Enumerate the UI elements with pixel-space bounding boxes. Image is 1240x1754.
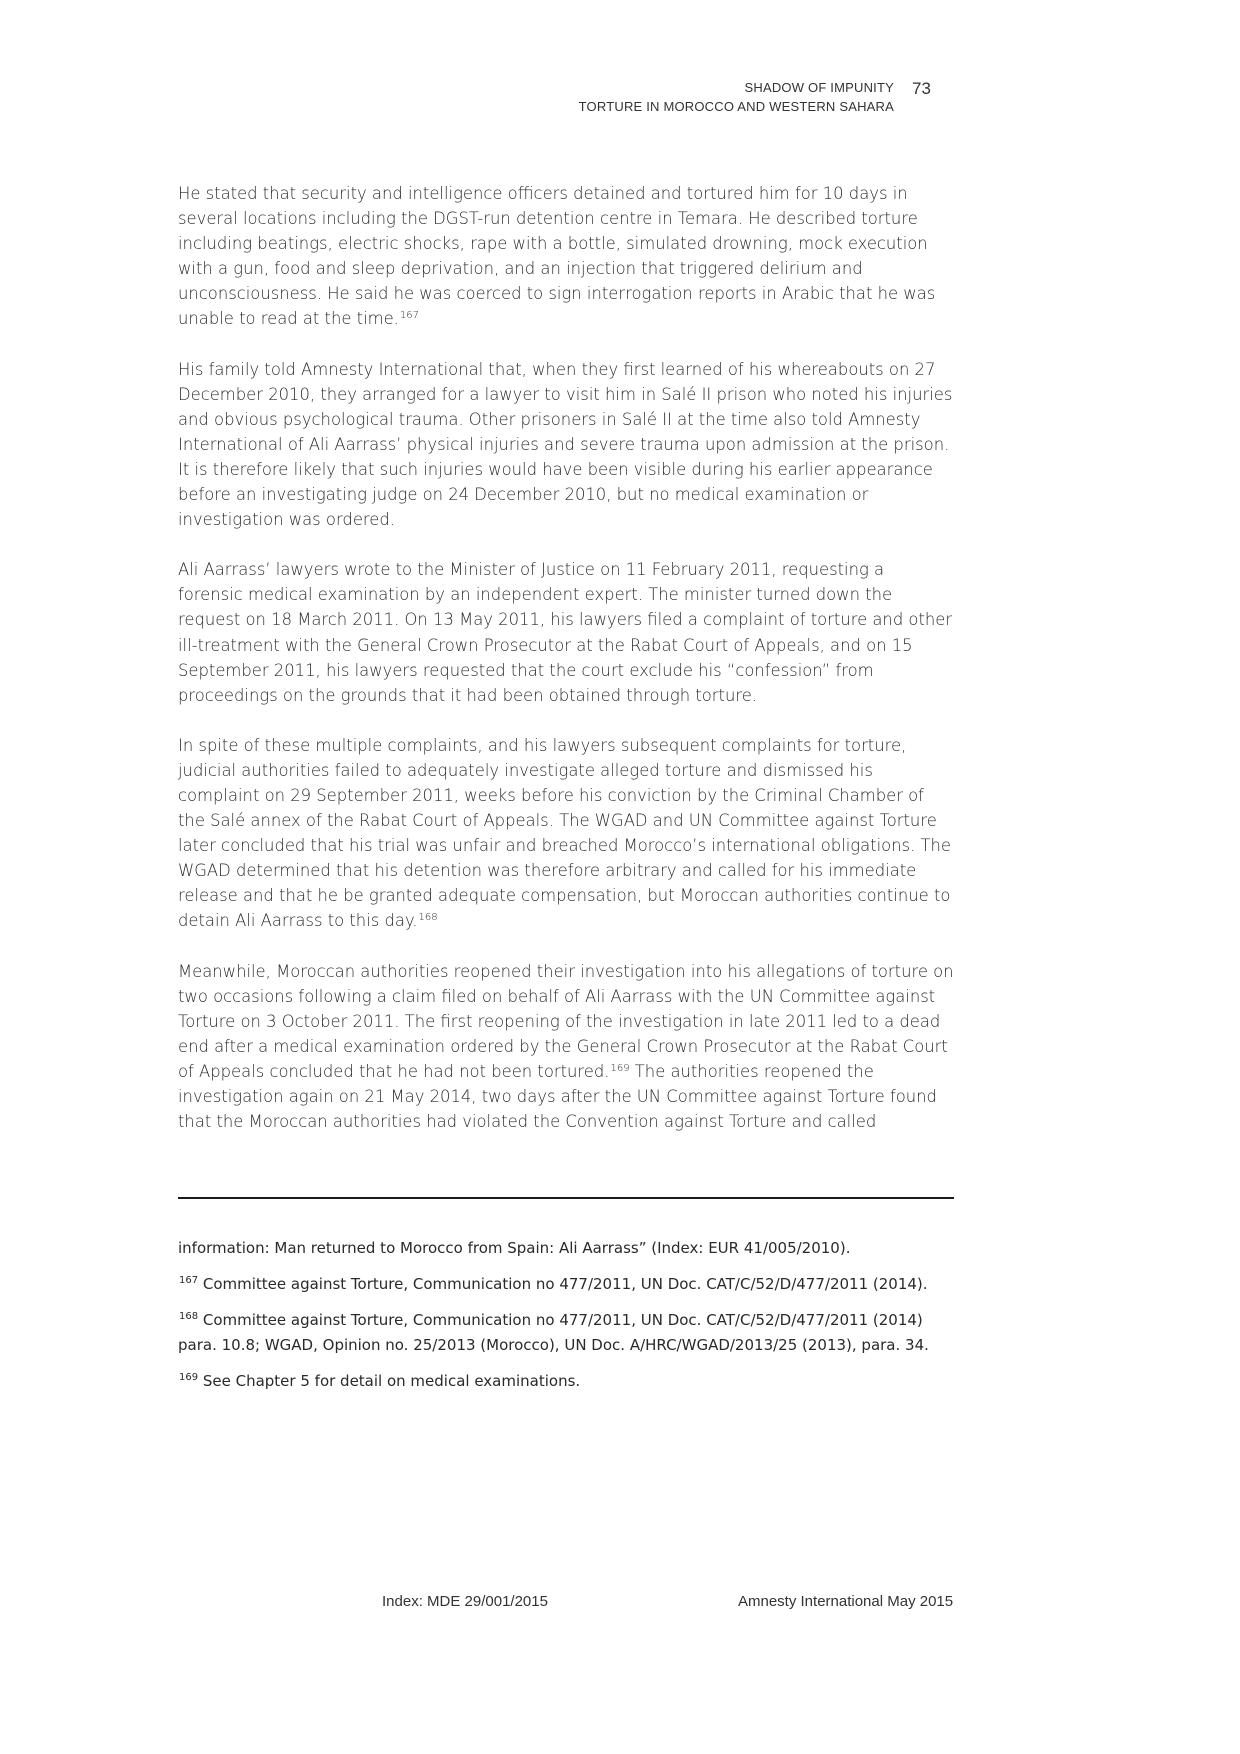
paragraph-3-text: Ali Aarrass’ lawyers wrote to the Minister of Justice on 11 February 2011, requesting a forensic medical examination by an independent expert. The minister turned down the request on 18 March 2011. On 13 May 2011, his lawyers filed a complaint of torture and other ill-treatment with the General Crown Prosecutor at the Rabat Court of Appeals, and on 15 September 2011, his lawyers requested that the court exclude his “confession” from proceedings on the grounds that it had been obtained through torture. [178,560,953,705]
paragraph-5 [178,959,954,1135]
paragraph-1-text: He stated that security and intelligence officers detained and tortured him for 10 days in several locations including the DGST-run detention centre in Temara. He described torture including beatings, electric shocks, rape with a bottle, simulated drowning, mock execution with a gun, food and sleep deprivation, and an injection that triggered delirium and unconsciousness. He said he was coerced to sign interrogation reports in Arabic that he was unable to read at the time. [178,184,936,329]
footnote-ref-168[interactable]: 168 [418,912,438,924]
footnote-ref-169[interactable]: 169 [610,1062,630,1074]
footnote-number: 168 [179,1311,199,1322]
paragraph-5-text-b: The authorities reopened the investigation again on 21 May 2014, two days after the UN Committee against Torture found that the Moroccan authorities had violated the Convention against Torture and called [178,1061,937,1132]
footnote-text: See Chapter 5 for detail on medical examinations. [198,1372,581,1390]
paragraph-2 [178,357,954,533]
footnote-text: Committee against Torture, Communication no 477/2011, UN Doc. CAT/C/52/D/477/2011 (2014). [198,1275,928,1293]
paragraph-3 [178,557,954,708]
footnotes [178,1236,954,1405]
footer-index: Index: MDE 29/001/2015 [382,1593,548,1610]
page-number: 73 [912,79,931,98]
header-subtitle: TORTURE IN MOROCCO AND WESTERN SAHARA [578,99,894,114]
footnote-169 [178,1369,954,1394]
header-title: SHADOW OF IMPUNITY [744,80,894,95]
footnote-ref-167[interactable]: 167 [399,310,419,322]
paragraph-4 [178,733,954,934]
paragraph-4-text: In spite of these multiple complaints, and his lawyers subsequent complaints for torture, judicial authorities failed to adequately investigate alleged torture and dismissed his complaint on 29 September 2011, weeks before his conviction by the Criminal Chamber of the Salé annex of the Rabat Court of Appeals. The WGAD and UN Committee against Torture later concluded that his trial was unfair and breached Morocco’s international obligations. The WGAD determined that his detention was therefore arbitrary and called for his immediate release and that he be granted adequate compensation, but Moroccan authorities continue to detain Ali Aarrass to this day. [178,735,951,931]
footer-organization: Amnesty International May 2015 [738,1593,954,1610]
paragraph-2-text: His family told Amnesty International that, when they first learned of his whereabouts on 27 December 2010, they arranged for a lawyer to visit him in Salé II prison who noted his injuries and obvious psychological trauma. Other prisoners in Salé II at the time also told Amnesty International of Ali Aarrass’ physical injuries and severe trauma upon admission at the prison. It is therefore likely that such injuries would have been visible during his earlier appearance before an investigating judge on 24 December 2010, but no medical examination or investigation was ordered. [178,359,953,530]
footnote-168 [178,1308,954,1358]
footnote-number: 169 [179,1372,199,1383]
footnote-text: Committee against Torture, Communication no 477/2011, UN Doc. CAT/C/52/D/477/2011 (2014) para. 10.8; WGAD, Opinion no. 25/2013 (Morocco), UN Doc. A/HRC/WGAD/2013/25 (2013), para. 34. [178,1311,929,1354]
footnote-167 [178,1272,954,1297]
footnote-divider [178,1197,954,1199]
footnote-number: 167 [179,1275,199,1286]
paragraph-1 [178,181,954,332]
paragraph-5-text-a: Meanwhile, Moroccan authorities reopened their investigation into his allegations of torture on two occasions following a claim filed on behalf of Ali Aarrass with the UN Committee against Torture on 3 October 2011. The first reopening of the investigation in late 2011 led to a dead end after a medical examination ordered by the General Crown Prosecutor at the Rabat Court of Appeals concluded that he had not been tortured. [178,961,954,1081]
body-text [178,181,954,1159]
footnote-continuation: information: Man returned to Morocco from Spain: Ali Aarrass” (Index: EUR 41/005/2010). [178,1239,851,1257]
running-header [579,78,894,116]
